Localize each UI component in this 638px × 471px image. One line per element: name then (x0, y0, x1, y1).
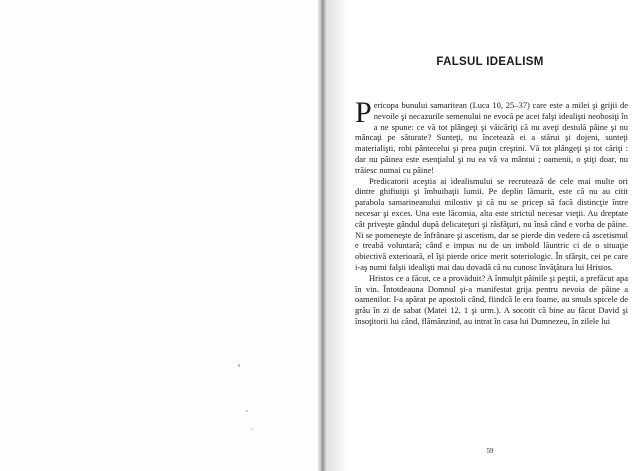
paper-speck (238, 364, 240, 367)
chapter-body (355, 96, 628, 327)
spine-shadow (326, 0, 348, 471)
drop-cap: P (355, 96, 372, 129)
left-page-blank (0, 0, 318, 471)
paragraph-3: Hristos ce a făcut, ce a proväduit? A înmulţit pâinile şi peştii, a prefăcut apa în vin. Întotdeauna Domnul şi-a manifestat grija pentru nevoia de pâine a oamenilor. I-a apărat pe apostoli când, fiindcă le era foame, au smuls spicele de grâu în zi de sabat (Matei 12, 1 şi urm.). A socotit că bine au făcut David şi însoţitorii lui când, flămânzind, au intrat în casa lui Dumnezeu, în zilele lui (355, 272, 628, 326)
paragraph-1 (355, 96, 628, 176)
paper-speck (246, 410, 248, 412)
paragraph-2: Predicatorii aceştia ai idealismului se recrutează de cele mai multe ori dintre ghiftuiţii şi îmbuibaţii lumii. Pe deplin lămurit, este că nu au citit parabola samarineanului milostiv şi că nu se pricep să facă distincţie între necesar şi exces. Una este lăcomia, alta este strictul necesar vieţii. Au dreptate cât priveşte gândul după delicateţuri şi răsfăţuri, nu însă când e vorba de pâine. Ni se pomeneşte de înfrânare şi ascetism, dar se pierde din vedere că ascetismul e treabă voluntară; când e impus nu de un imbold lăuntric ci de o situaţie obiectivă exterioară, el îşi pierde orice merit soteriologic. În sfârşit, cei pe care i-aş numi falşii idealişti mai dau dovadă că nu cunosc învăţătura lui Hristos. (355, 175, 628, 272)
book-gutter (318, 0, 326, 471)
page-number: 59 (486, 447, 494, 455)
chapter-title: FALSUL IDEALISM (436, 56, 544, 68)
paragraph-1-text: ericopa bunului samaritean (Luca 10, 25–37) care este a milei şi grijii de nevoile şi necazurile semenului ne evocă pe acei falşi idealişti neobosiţi în a ne spune: ce vă tot plângeţi şi văicăriţi că nu aveţi destulă pâine şi nu mâncaţi pe săturate? Sunteţi, nu încetează ei a stărui şi dojeni, sunteţi materialişti, robi pântecelui şi prea puţin creştini. Vă tot plângeţi şi tot căriţi : dar nu pâinea este esenţialul şi nu ea vă va mântui ; oamenii, o ştiţi doar, nu trăiesc numai cu pâine! (355, 100, 628, 175)
paper-speck (252, 428, 253, 430)
